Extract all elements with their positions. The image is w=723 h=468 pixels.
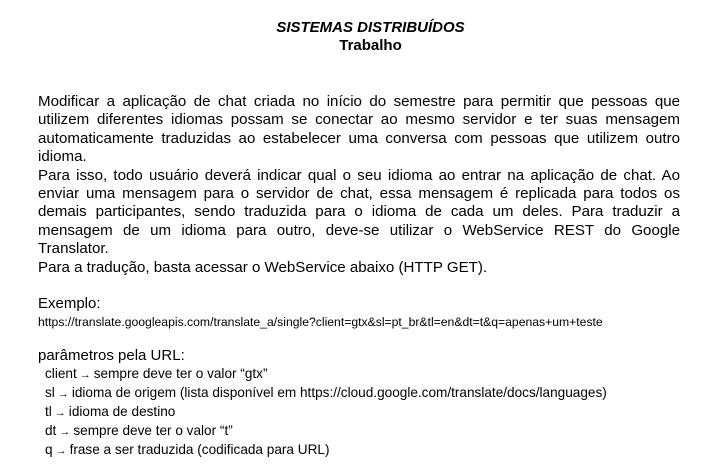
- param-desc: idioma de origem (lista disponível em https://cloud.google.com/translate/docs/languages): [71, 385, 607, 400]
- param-desc: sempre deve ter o valor “t”: [73, 423, 233, 438]
- param-name: q: [45, 442, 53, 457]
- params-label: parâmetros pela URL:: [38, 347, 185, 364]
- param-desc: frase a ser traduzida (codificada para URL): [69, 442, 330, 457]
- arrow-icon: →: [59, 426, 71, 438]
- arrow-icon: →: [54, 407, 66, 419]
- example-label: Exemplo:: [38, 295, 101, 312]
- arrow-icon: →: [79, 369, 91, 381]
- param-name: dt: [45, 423, 57, 438]
- document-title: SISTEMAS DISTRIBUÍDOS: [276, 19, 465, 36]
- example-url: https://translate.googleapis.com/translate_a/single?client=gtx&sl=pt_br&tl=en&dt=t&q=apenas+um+teste: [38, 315, 603, 329]
- param-desc: idioma de destino: [68, 404, 176, 419]
- arrow-icon: →: [57, 388, 69, 400]
- param-item: [45, 441, 607, 460]
- paragraph-intro: Modificar a aplicação de chat criada no início do semestre para permitir que pessoas que utilizem diferentes idiomas possam se conectar ao mesmo servidor e ter suas mensagem automaticamente traduzidas ao estabelecer uma conversa com pessoas que utilizem outro idioma.: [38, 93, 680, 166]
- body-text: [38, 93, 680, 277]
- param-name: client: [45, 366, 77, 381]
- document-subtitle: Trabalho: [339, 37, 402, 54]
- param-item: [45, 384, 607, 403]
- arrow-icon: →: [55, 445, 67, 457]
- param-item: [45, 365, 607, 384]
- param-item: [45, 422, 607, 441]
- param-desc: sempre deve ter o valor “gtx”: [93, 366, 268, 381]
- paragraph-instructions: Para isso, todo usuário deverá indicar qual o seu idioma ao entrar na aplicação de chat. Ao enviar uma mensagem para o servidor de chat, essa mensagem é replicada para todos os demais participantes, sendo traduzida para o idioma de cada um deles. Para traduzir a mensagem de um idioma para outro, deve-se utilizar o WebService REST do Google Translator.: [38, 166, 680, 258]
- paragraph-translation: Para a tradução, basta acessar o WebService abaixo (HTTP GET).: [38, 258, 488, 276]
- param-name: tl: [45, 404, 52, 419]
- param-name: sl: [45, 385, 55, 400]
- param-item: [45, 403, 607, 422]
- params-list: [45, 365, 607, 460]
